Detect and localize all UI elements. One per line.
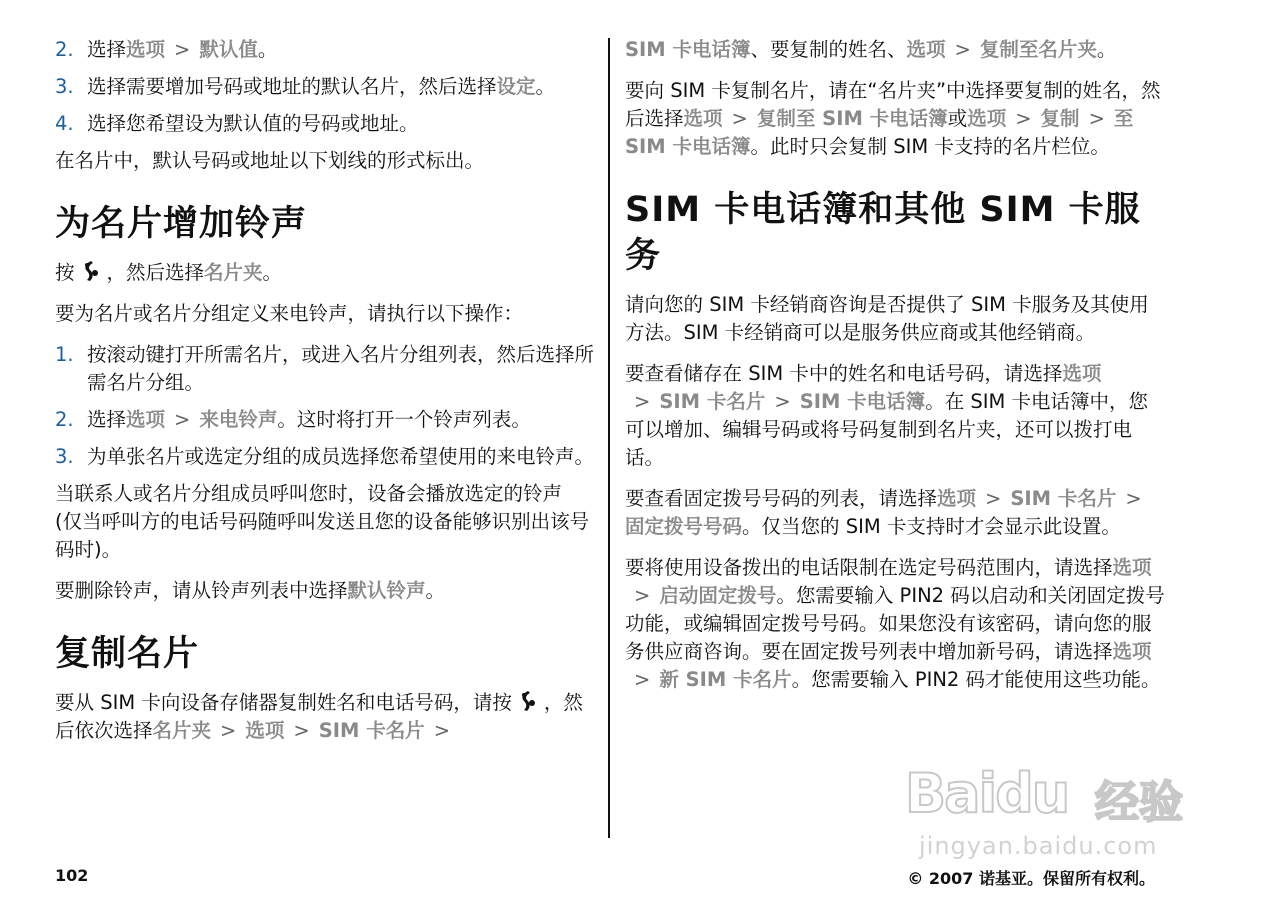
paragraph: 要从 SIM 卡向设备存储器复制姓名和电话号码，请按 ，然后依次选择名片夹 > 选项 > SIM 卡名片 > <box>55 691 583 742</box>
paragraph: 当联系人或名片分组成员呼叫您时，设备会播放选定的铃声 (仅当呼叫方的电话号码随呼叫发送且您的设备能够识别出该号码时)。 <box>55 482 590 561</box>
paragraph: 请向您的 SIM 卡经销商咨询是否提供了 SIM 卡服务及其使用方法。SIM 卡经销商可以是服务供应商或其他经销商。 <box>625 293 1149 344</box>
baidu-jingyan-watermark <box>905 762 1205 872</box>
paragraph: 要向 SIM 卡复制名片，请在“名片夹”中选择要复制的姓名，然后选择选项 > 复制至 SIM 卡电话簿或选项 > 复制 > 至 SIM 卡电话簿。此时只会复制 SIM 卡支持的名片栏位。 <box>625 79 1161 158</box>
list-item: 3. 选择需要增加号码或地址的默认名片，然后选择设定。 <box>55 75 556 98</box>
menu-key-icon <box>81 260 101 282</box>
page-number: 102 <box>55 866 89 885</box>
paragraph: 按 ，然后选择名片夹。 <box>55 261 283 284</box>
list-item: 1. 按滚动键打开所需名片，或进入名片分组列表，然后选择所需名片分组。 <box>55 343 595 394</box>
watermark-brand: Baidu <box>905 762 1069 825</box>
list-item: 3. 为单张名片或选定分组的成员选择您希望使用的来电铃声。 <box>55 445 595 468</box>
watermark-suffix: 经验 <box>1095 777 1183 828</box>
paragraph: 要将使用设备拨出的电话限制在选定号码范围内，请选择选项> 启动固定拨号。您需要输入 PIN2 码以启动和关闭固定拨号功能，或编辑固定拨号号码。如果您没有该密码，请向您的服务供应商咨询。要在固定拨号列表中增加新号码，请选择选项> 新 SIM 卡名片。您需要输入 PIN2 码才能使用这些功能。 <box>625 556 1165 691</box>
menu-key-icon <box>518 690 538 712</box>
paragraph: 要查看固定拨号号码的列表，请选择选项 > SIM 卡名片 >固定拨号号码。仅当您的 SIM 卡支持时才会显示此设置。 <box>625 487 1142 538</box>
paragraph: 要删除铃声，请从铃声列表中选择默认铃声。 <box>55 579 446 602</box>
list-item: 2. 选择选项 > 来电铃声。这时将打开一个铃声列表。 <box>55 408 531 431</box>
paragraph: 要为名片或名片分组定义来电铃声，请执行以下操作： <box>55 302 524 325</box>
left-column <box>55 36 595 758</box>
paragraph: SIM 卡电话簿、要复制的姓名、选项 > 复制至名片夹。 <box>625 38 1117 61</box>
column-divider <box>608 38 610 838</box>
copyright-notice: © 2007 诺基亚。保留所有权利。 <box>907 869 1155 888</box>
list-item: 4. 选择您希望设为默认值的号码或地址。 <box>55 112 419 135</box>
watermark-url: jingyan.baidu.com <box>919 832 1158 860</box>
paragraph: 要查看储存在 SIM 卡中的姓名和电话号码，请选择选项> SIM 卡名片 > SIM 卡电话簿。在 SIM 卡电话簿中，您可以增加、编辑号码或将号码复制到名片夹，还可以拨打电话。 <box>625 362 1149 469</box>
right-column <box>625 36 1165 707</box>
section-heading: 复制名片 <box>55 634 200 674</box>
section-heading: 为名片增加铃声 <box>55 204 308 244</box>
list-item: 2. 选择选项 > 默认值。 <box>55 38 278 61</box>
section-heading: SIM 卡电话簿和其他 SIM 卡服务 <box>625 190 1141 276</box>
paragraph: 在名片中，默认号码或地址以下划线的形式标出。 <box>55 149 485 172</box>
